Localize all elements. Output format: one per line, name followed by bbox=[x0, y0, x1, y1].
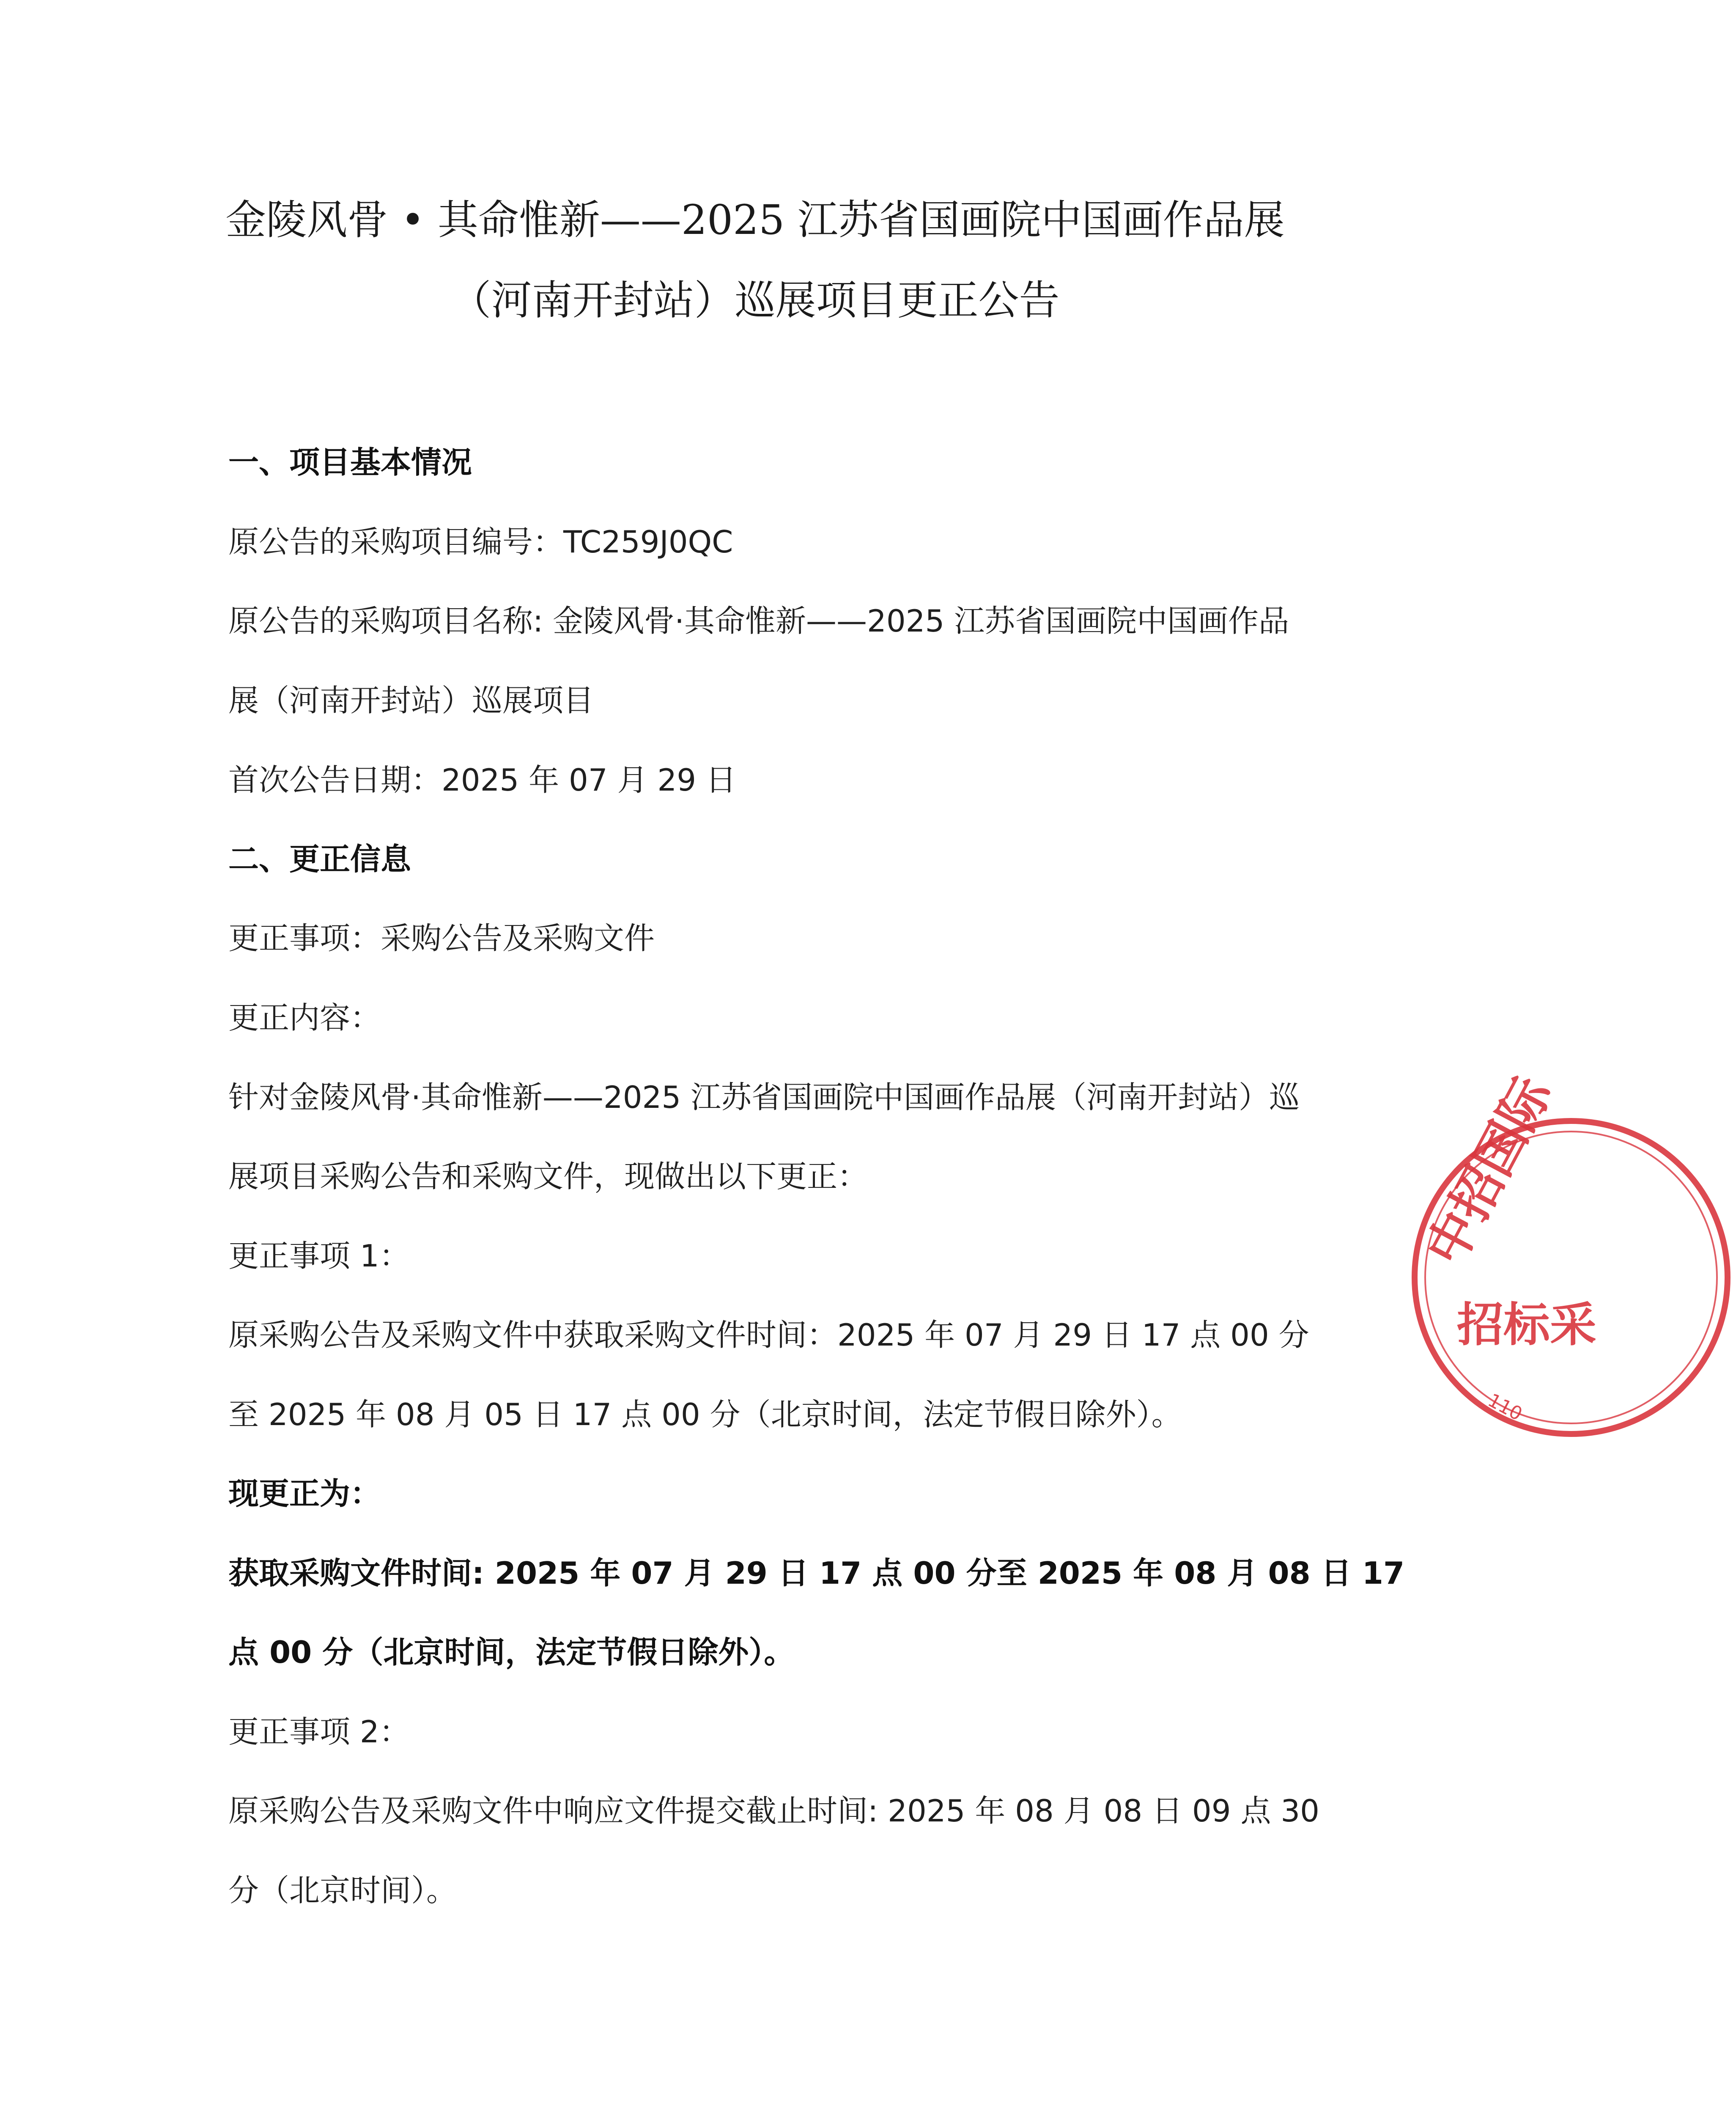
correction-item-1-label: 更正事项 1： bbox=[228, 1238, 410, 1274]
seal-code-text: 110 bbox=[1484, 1389, 1526, 1426]
first-notice-date: 首次公告日期：2025 年 07 月 29 日 bbox=[228, 762, 736, 798]
correction-matter: 更正事项：采购公告及采购文件 bbox=[228, 920, 655, 956]
correction-item-2-label: 更正事项 2： bbox=[228, 1714, 410, 1750]
intro-line-2: 展项目采购公告和采购文件，现做出以下更正： bbox=[228, 1159, 868, 1194]
document-title-line-1: 金陵风骨 • 其命惟新——2025 江苏省国画院中国画作品展 bbox=[225, 196, 1285, 244]
intro-line-1: 针对金陵风骨·其命惟新——2025 江苏省国画院中国画作品展（河南开封站）巡 bbox=[228, 1079, 1300, 1115]
corrected-as-label: 现更正为： bbox=[228, 1476, 381, 1511]
item-1-original-line-2: 至 2025 年 08 月 05 日 17 点 00 分（北京时间，法定节假日除外）。 bbox=[228, 1397, 1182, 1432]
section-heading-basic-info: 一、项目基本情况 bbox=[228, 445, 472, 480]
project-name-line-2: 展（河南开封站）巡展项目 bbox=[228, 683, 594, 718]
project-number: 原公告的采购项目编号：TC259J0QC bbox=[228, 524, 733, 560]
item-1-new-line-2: 点 00 分（北京时间，法定节假日除外）。 bbox=[228, 1634, 795, 1670]
document-title-line-2: （河南开封站）巡展项目更正公告 bbox=[450, 277, 1060, 324]
item-2-original-line-2: 分（北京时间）。 bbox=[228, 1873, 457, 1908]
item-1-original-line-1: 原采购公告及采购文件中获取采购文件时间：2025 年 07 月 29 日 17 点 00 分 bbox=[228, 1317, 1309, 1353]
seal-outer-text: 中招国际 bbox=[1415, 1068, 1563, 1275]
section-heading-correction: 二、更正信息 bbox=[228, 841, 411, 877]
seal-inner-text: 招标采 bbox=[1457, 1298, 1596, 1352]
official-seal bbox=[1406, 1068, 1736, 1442]
project-name-line-1: 原公告的采购项目名称: 金陵风骨·其命惟新——2025 江苏省国画院中国画作品 bbox=[228, 603, 1289, 639]
item-2-original-line-1: 原采购公告及采购文件中响应文件提交截止时间: 2025 年 08 月 08 日 09 点 30 bbox=[228, 1793, 1319, 1829]
correction-content-label: 更正内容： bbox=[228, 1000, 381, 1036]
item-1-new-line-1: 获取采购文件时间: 2025 年 07 月 29 日 17 点 00 分至 2025 年 08 月 08 日 17 bbox=[228, 1555, 1405, 1591]
